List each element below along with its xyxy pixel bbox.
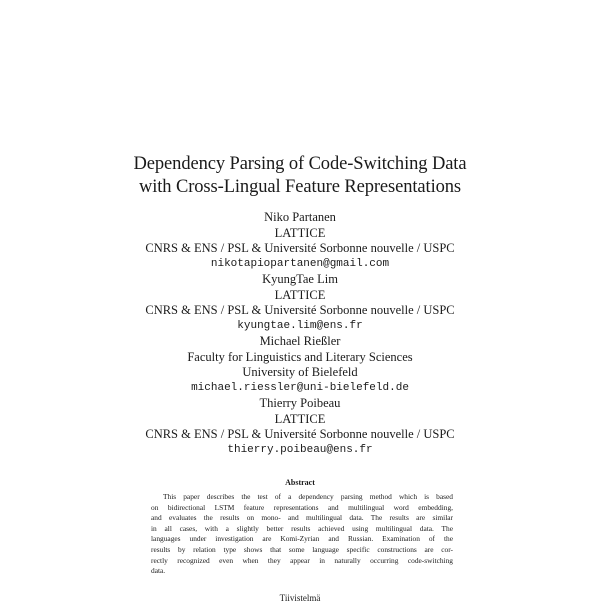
- abstract-line: data.: [151, 566, 166, 576]
- author-block: [0, 210, 600, 272]
- author-email: thierry.poibeau@ens.fr: [227, 443, 373, 456]
- abstract-line: in all cases, with a slightly better results achieved using multilingual data. The: [151, 523, 453, 533]
- paper-title-line-1: Dependency Parsing of Code-Switching Data: [133, 154, 467, 174]
- abstract-line: rectly recognized even when they appear in naturally occurring code-switching: [151, 555, 453, 565]
- author-affiliation: University of Bielefeld: [242, 365, 358, 379]
- author-affiliation: LATTICE: [274, 225, 326, 240]
- abstract-line: on bidirectional LSTM feature representations and multilingual word embedding,: [151, 502, 453, 512]
- author-name: Michael Rießler: [259, 334, 341, 348]
- author-affiliation: CNRS & ENS / PSL & Université Sorbonne nouvelle / USPC: [145, 303, 455, 317]
- author-name: Niko Partanen: [264, 210, 336, 224]
- author-block: [0, 396, 600, 458]
- author-affiliation: CNRS & ENS / PSL & Université Sorbonne nouvelle / USPC: [145, 427, 455, 441]
- abstract-line: languages under investigation are Komi-Zyrian and Russian. Examination of the: [151, 534, 453, 544]
- author-email: michael.riessler@uni-bielefeld.de: [191, 381, 409, 394]
- author-name: Thierry Poibeau: [259, 396, 341, 410]
- abstract-line: results by relation type shows that some language specific constructions are cor-: [151, 544, 453, 554]
- author-name: KyungTae Lim: [262, 272, 338, 286]
- author-email: nikotapiopartanen@gmail.com: [210, 257, 390, 270]
- next-section-heading: Tiivistelmä: [279, 593, 321, 603]
- author-email: kyungtae.lim@ens.fr: [237, 319, 363, 332]
- author-block: [0, 334, 600, 396]
- author-affiliation: CNRS & ENS / PSL & Université Sorbonne nouvelle / USPC: [145, 241, 455, 255]
- author-affiliation: Faculty for Linguistics and Literary Sciences: [187, 349, 413, 364]
- abstract-body: [151, 492, 453, 577]
- abstract-heading: Abstract: [285, 478, 315, 487]
- author-block: [0, 272, 600, 334]
- paper-title-line-2: with Cross-Lingual Feature Representations: [138, 177, 462, 197]
- author-affiliation: LATTICE: [274, 287, 326, 302]
- author-affiliation: LATTICE: [274, 411, 326, 426]
- abstract-line: This paper describes the test of a dependency parsing method which is based: [163, 492, 453, 501]
- abstract-line: and evaluates the results on mono- and multilingual data. The results are similar: [151, 513, 453, 523]
